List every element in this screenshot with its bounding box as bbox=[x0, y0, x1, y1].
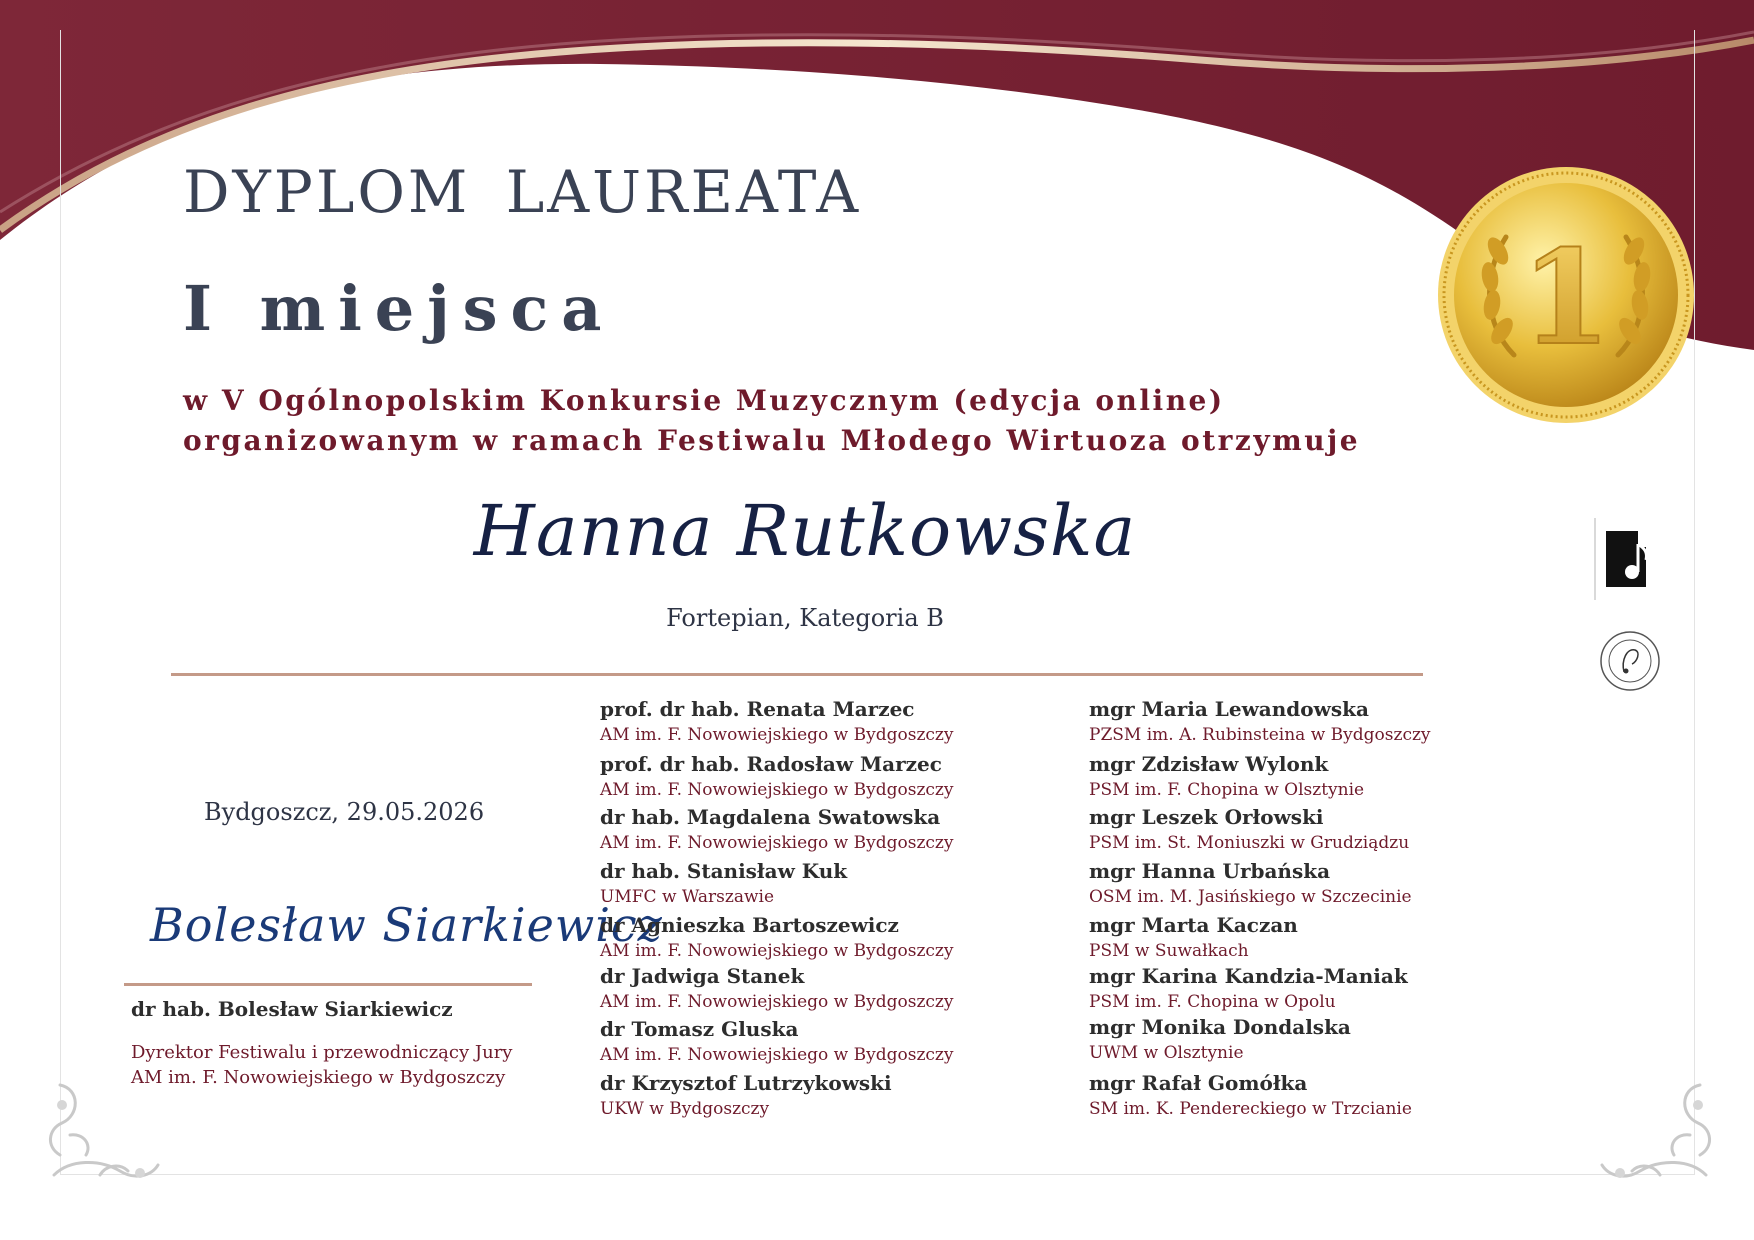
jury-name: mgr Hanna Urbańska bbox=[1089, 859, 1331, 883]
jury-institution: PZSM im. A. Rubinsteina w Bydgoszczy bbox=[1089, 725, 1431, 745]
jury-name: dr Tomasz Gluska bbox=[600, 1017, 799, 1041]
gold-medal-icon bbox=[1436, 165, 1696, 425]
jury-name: mgr Zdzisław Wylonk bbox=[1089, 752, 1329, 776]
jury-institution: AM im. F. Nowowiejskiego w Bydgoszczy bbox=[600, 833, 954, 853]
jury-institution: AM im. F. Nowowiejskiego w Bydgoszczy bbox=[600, 780, 954, 800]
jury-member bbox=[600, 1016, 953, 1068]
jury-institution: AM im. F. Nowowiejskiego w Bydgoszczy bbox=[600, 992, 954, 1012]
jury-name: dr Krzysztof Lutrzykowski bbox=[600, 1071, 892, 1095]
jury-name: mgr Maria Lewandowska bbox=[1089, 697, 1369, 721]
jury-institution: AM im. F. Nowowiejskiego w Bydgoszczy bbox=[600, 725, 954, 745]
director-role: Dyrektor Festiwalu i przewodniczący Jury bbox=[131, 1042, 513, 1063]
jury-institution: PSM im. St. Moniuszki w Grudziądzu bbox=[1089, 833, 1410, 853]
jury-name: mgr Karina Kandzia-Maniak bbox=[1089, 964, 1408, 988]
jury-institution: PSM im. F. Chopina w Opolu bbox=[1089, 992, 1336, 1012]
jury-member bbox=[1089, 804, 1409, 856]
jury-member bbox=[600, 696, 953, 748]
jury-institution: SM im. K. Pendereckiego w Trzcianie bbox=[1089, 1099, 1412, 1119]
jury-name: dr hab. Magdalena Swatowska bbox=[600, 805, 941, 829]
medal-numeral: 1 bbox=[1520, 221, 1612, 374]
jury-name: prof. dr hab. Renata Marzec bbox=[600, 697, 915, 721]
director-signature: Bolesław Siarkiewicz bbox=[150, 898, 663, 952]
divider-rule bbox=[171, 673, 1423, 676]
recipient-name: Hanna Rutkowska bbox=[473, 490, 1137, 572]
city-and-date: Bydgoszcz, 29.05.2026 bbox=[204, 798, 485, 826]
jury-institution: PSM im. F. Chopina w Olsztynie bbox=[1089, 780, 1365, 800]
jury-institution: OSM im. M. Jasińskiego w Szczecinie bbox=[1089, 887, 1412, 907]
corner-ornament-right-icon bbox=[1590, 1075, 1720, 1195]
jury-name: prof. dr hab. Radosław Marzec bbox=[600, 752, 942, 776]
director-name: dr hab. Bolesław Siarkiewicz bbox=[131, 997, 453, 1021]
jury-member bbox=[1089, 963, 1408, 1015]
subtitle-line-2: organizowanym w ramach Festiwalu Młodego Wirtuoza otrzymuje bbox=[183, 424, 1361, 457]
director-institution: AM im. F. Nowowiejskiego w Bydgoszczy bbox=[131, 1067, 506, 1088]
corner-ornament-left-icon bbox=[40, 1075, 170, 1195]
jury-institution: UWM w Olsztynie bbox=[1089, 1043, 1244, 1063]
jury-member bbox=[1089, 751, 1364, 803]
round-stamp-logo-icon bbox=[1599, 630, 1661, 692]
jury-member bbox=[1089, 696, 1431, 748]
jury-institution: UKW w Bydgoszczy bbox=[600, 1099, 770, 1119]
jury-member bbox=[600, 858, 847, 910]
jury-name: mgr Leszek Orłowski bbox=[1089, 805, 1324, 829]
jury-institution: PSM w Suwałkach bbox=[1089, 941, 1249, 961]
jury-institution: AM im. F. Nowowiejskiego w Bydgoszczy bbox=[600, 941, 954, 961]
jury-member bbox=[600, 963, 953, 1015]
recipient-category: Fortepian, Kategoria B bbox=[666, 604, 944, 632]
jury-member bbox=[1089, 912, 1298, 964]
signature-rule bbox=[124, 983, 532, 986]
diploma-title: DYPLOM LAUREATA bbox=[183, 158, 862, 226]
jury-member bbox=[600, 751, 953, 803]
jury-institution: AM im. F. Nowowiejskiego w Bydgoszczy bbox=[600, 1045, 954, 1065]
jury-institution: UMFC w Warszawie bbox=[600, 887, 775, 907]
jury-name: dr Agnieszka Bartoszewicz bbox=[600, 913, 899, 937]
jury-name: dr Jadwiga Stanek bbox=[600, 964, 805, 988]
jury-member bbox=[600, 912, 953, 964]
jury-name: mgr Marta Kaczan bbox=[1089, 913, 1298, 937]
jury-name: mgr Monika Dondalska bbox=[1089, 1015, 1351, 1039]
jury-member bbox=[1089, 1014, 1351, 1066]
jury-name: dr hab. Stanisław Kuk bbox=[600, 859, 848, 883]
subtitle-line-1: w V Ogólnopolskim Konkursie Muzycznym (edycja online) bbox=[183, 384, 1225, 417]
place-heading: I miejsca bbox=[183, 272, 615, 345]
jury-member bbox=[600, 1070, 892, 1122]
jury-member bbox=[1089, 858, 1412, 910]
jury-member bbox=[1089, 1070, 1412, 1122]
jury-member bbox=[600, 804, 953, 856]
jury-name: mgr Rafał Gomółka bbox=[1089, 1071, 1308, 1095]
music-note-logo-icon bbox=[1594, 518, 1666, 600]
